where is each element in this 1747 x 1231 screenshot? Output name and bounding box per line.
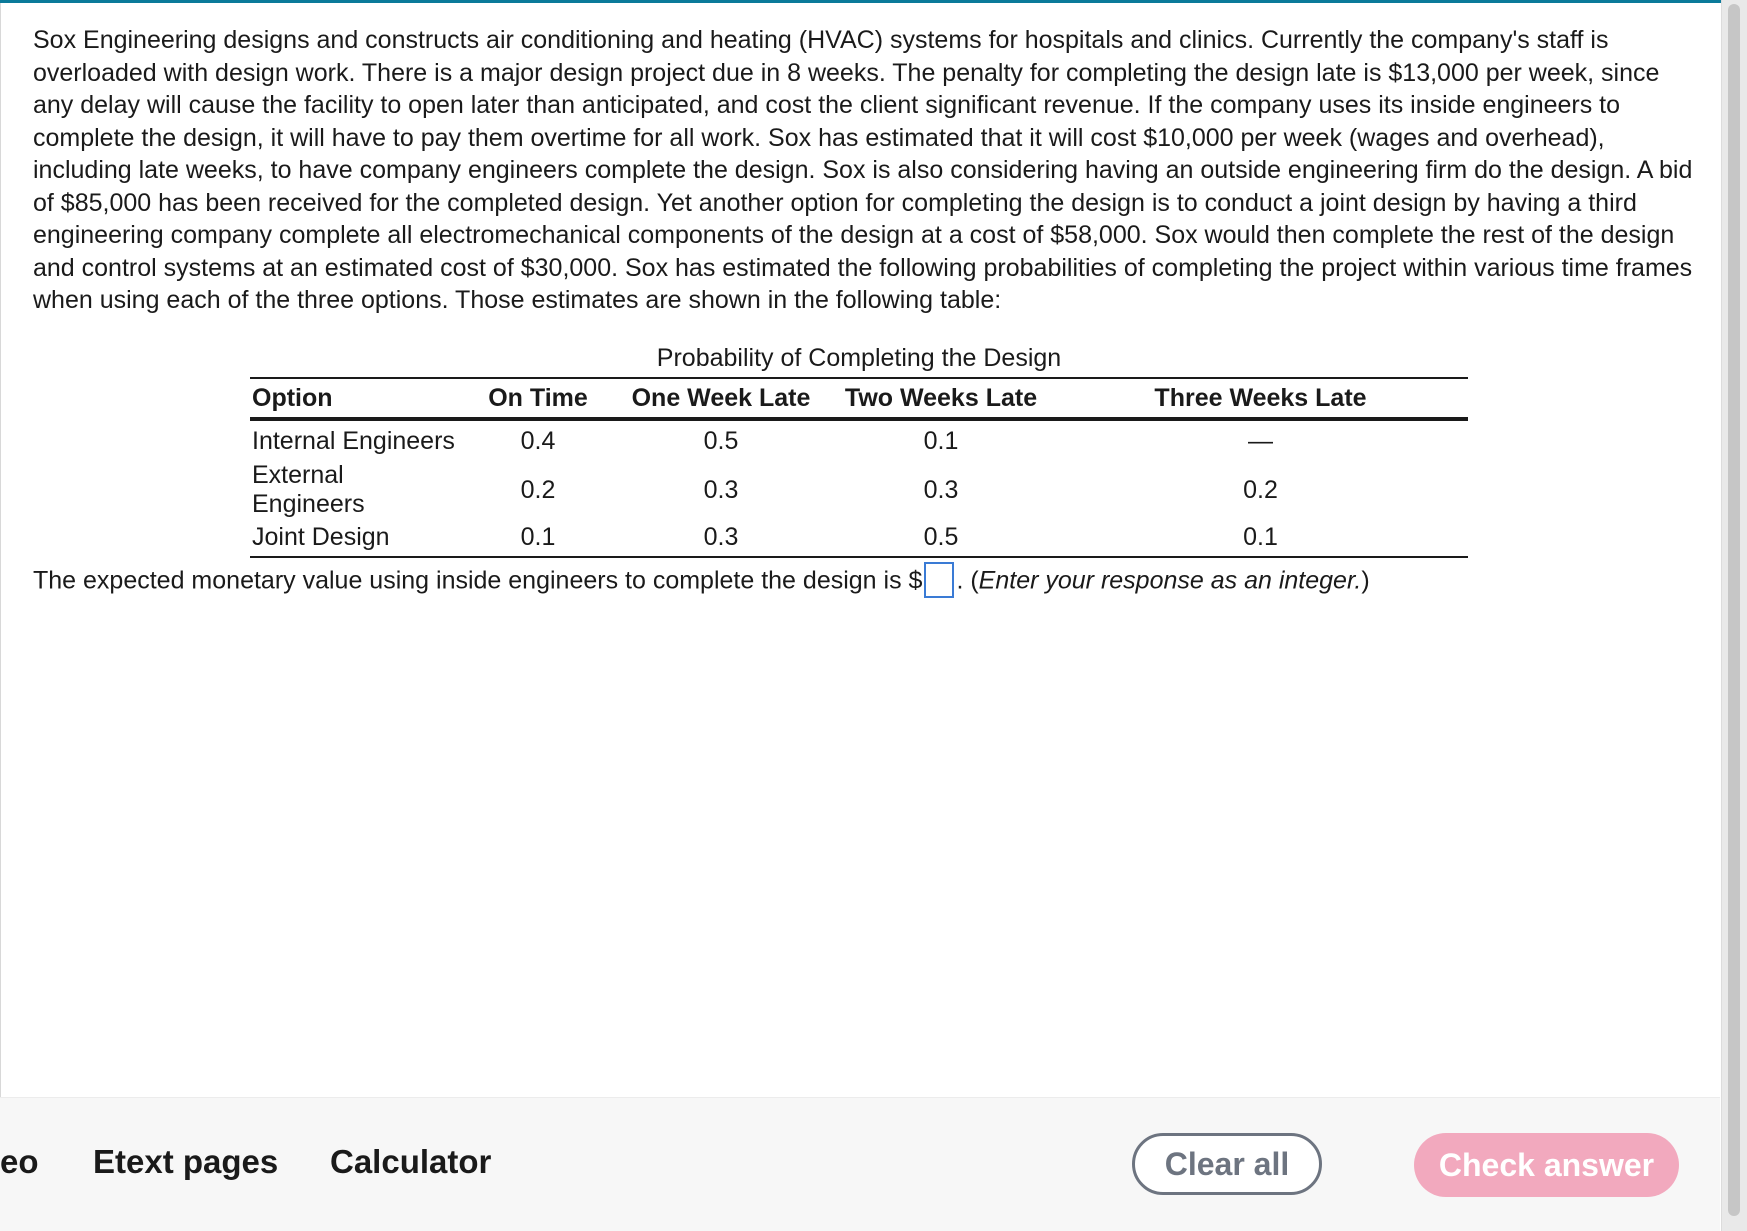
two-weeks-late-cell: 0.1 (923, 426, 959, 455)
answer-hint: Enter your response as an integer. (978, 566, 1362, 595)
one-week-late-cell: 0.5 (703, 426, 739, 455)
answer-input[interactable] (924, 562, 954, 598)
header-on-time: On Time (463, 378, 613, 419)
header-option: Option (250, 378, 463, 419)
two-weeks-late-cell: 0.3 (923, 475, 959, 504)
clear-all-button[interactable]: Clear all (1132, 1133, 1322, 1195)
option-cell: External Engineers (252, 461, 365, 518)
answer-suffix: . (956, 566, 971, 595)
etext-pages-link[interactable]: Etext pages (93, 1143, 279, 1180)
vertical-scrollbar[interactable] (1721, 0, 1747, 1231)
header-three-weeks-late: Three Weeks Late (1053, 378, 1468, 419)
video-link[interactable]: eo (0, 1143, 39, 1180)
two-weeks-late-cell: 0.5 (829, 519, 1053, 557)
answer-prefix: The expected monetary value using inside engineers to complete the design is $ (33, 566, 923, 595)
on-time-cell: 0.2 (520, 475, 556, 504)
on-time-cell: 0.4 (520, 426, 556, 455)
question-text: Sox Engineering designs and constructs air conditioning and heating (HVAC) systems for hospitals and clinics. Currently the company's staff is overloaded with design work. There is a major design project due in 8 weeks. The penalty for completing the design late is $13,000 per week, since any delay will cause the facility to open later than anticipated, and cost the client significant revenue. If the company uses its inside engineers to complete the design, it will have to pay them overtime for all work. Sox has estimated that it will cost $10,000 per week (wages and overhead), including late weeks, to have company engineers complete the design. Sox is also considering having an outside engineering firm do the design. A bid of $85,000 has been received for the completed design. Yet another option for completing the design is to conduct a joint design by having a third engineering company complete all electromechanical components of the design at a cost of $58,000. Sox would then complete the rest of the design and control systems at an estimated cost of $30,000. Sox has estimated the following probabilities of completing the project within various time frames when using each of the three options. Those estimates are shown in the following table: (33, 26, 1693, 314)
three-weeks-late-cell: 0.1 (1053, 519, 1468, 557)
table-row (250, 519, 1468, 557)
on-time-cell: 0.1 (463, 519, 613, 557)
table-row (250, 461, 1468, 519)
header-two-weeks-late: Two Weeks Late (829, 378, 1053, 419)
answer-prompt (33, 562, 1370, 602)
footer-toolbar (0, 1097, 1720, 1231)
three-weeks-late-cell: — (1248, 426, 1273, 455)
table-header-row (250, 378, 1468, 419)
header-one-week-late: One Week Late (613, 378, 829, 419)
option-cell: Joint Design (250, 519, 463, 557)
check-answer-button[interactable]: Check answer (1414, 1133, 1679, 1197)
scrollbar-thumb[interactable] (1728, 4, 1740, 1216)
calculator-link[interactable]: Calculator (330, 1143, 492, 1180)
table-row (250, 419, 1468, 461)
one-week-late-cell: 0.3 (613, 519, 829, 557)
one-week-late-cell: 0.3 (703, 475, 739, 504)
answer-hint-open: ( (970, 566, 979, 595)
table-caption: Probability of Completing the Design (656, 344, 1062, 372)
three-weeks-late-cell: 0.2 (1243, 475, 1278, 504)
option-cell: Internal Engineers (252, 426, 455, 455)
answer-hint-close: ) (1361, 566, 1370, 595)
probability-table (250, 377, 1468, 558)
